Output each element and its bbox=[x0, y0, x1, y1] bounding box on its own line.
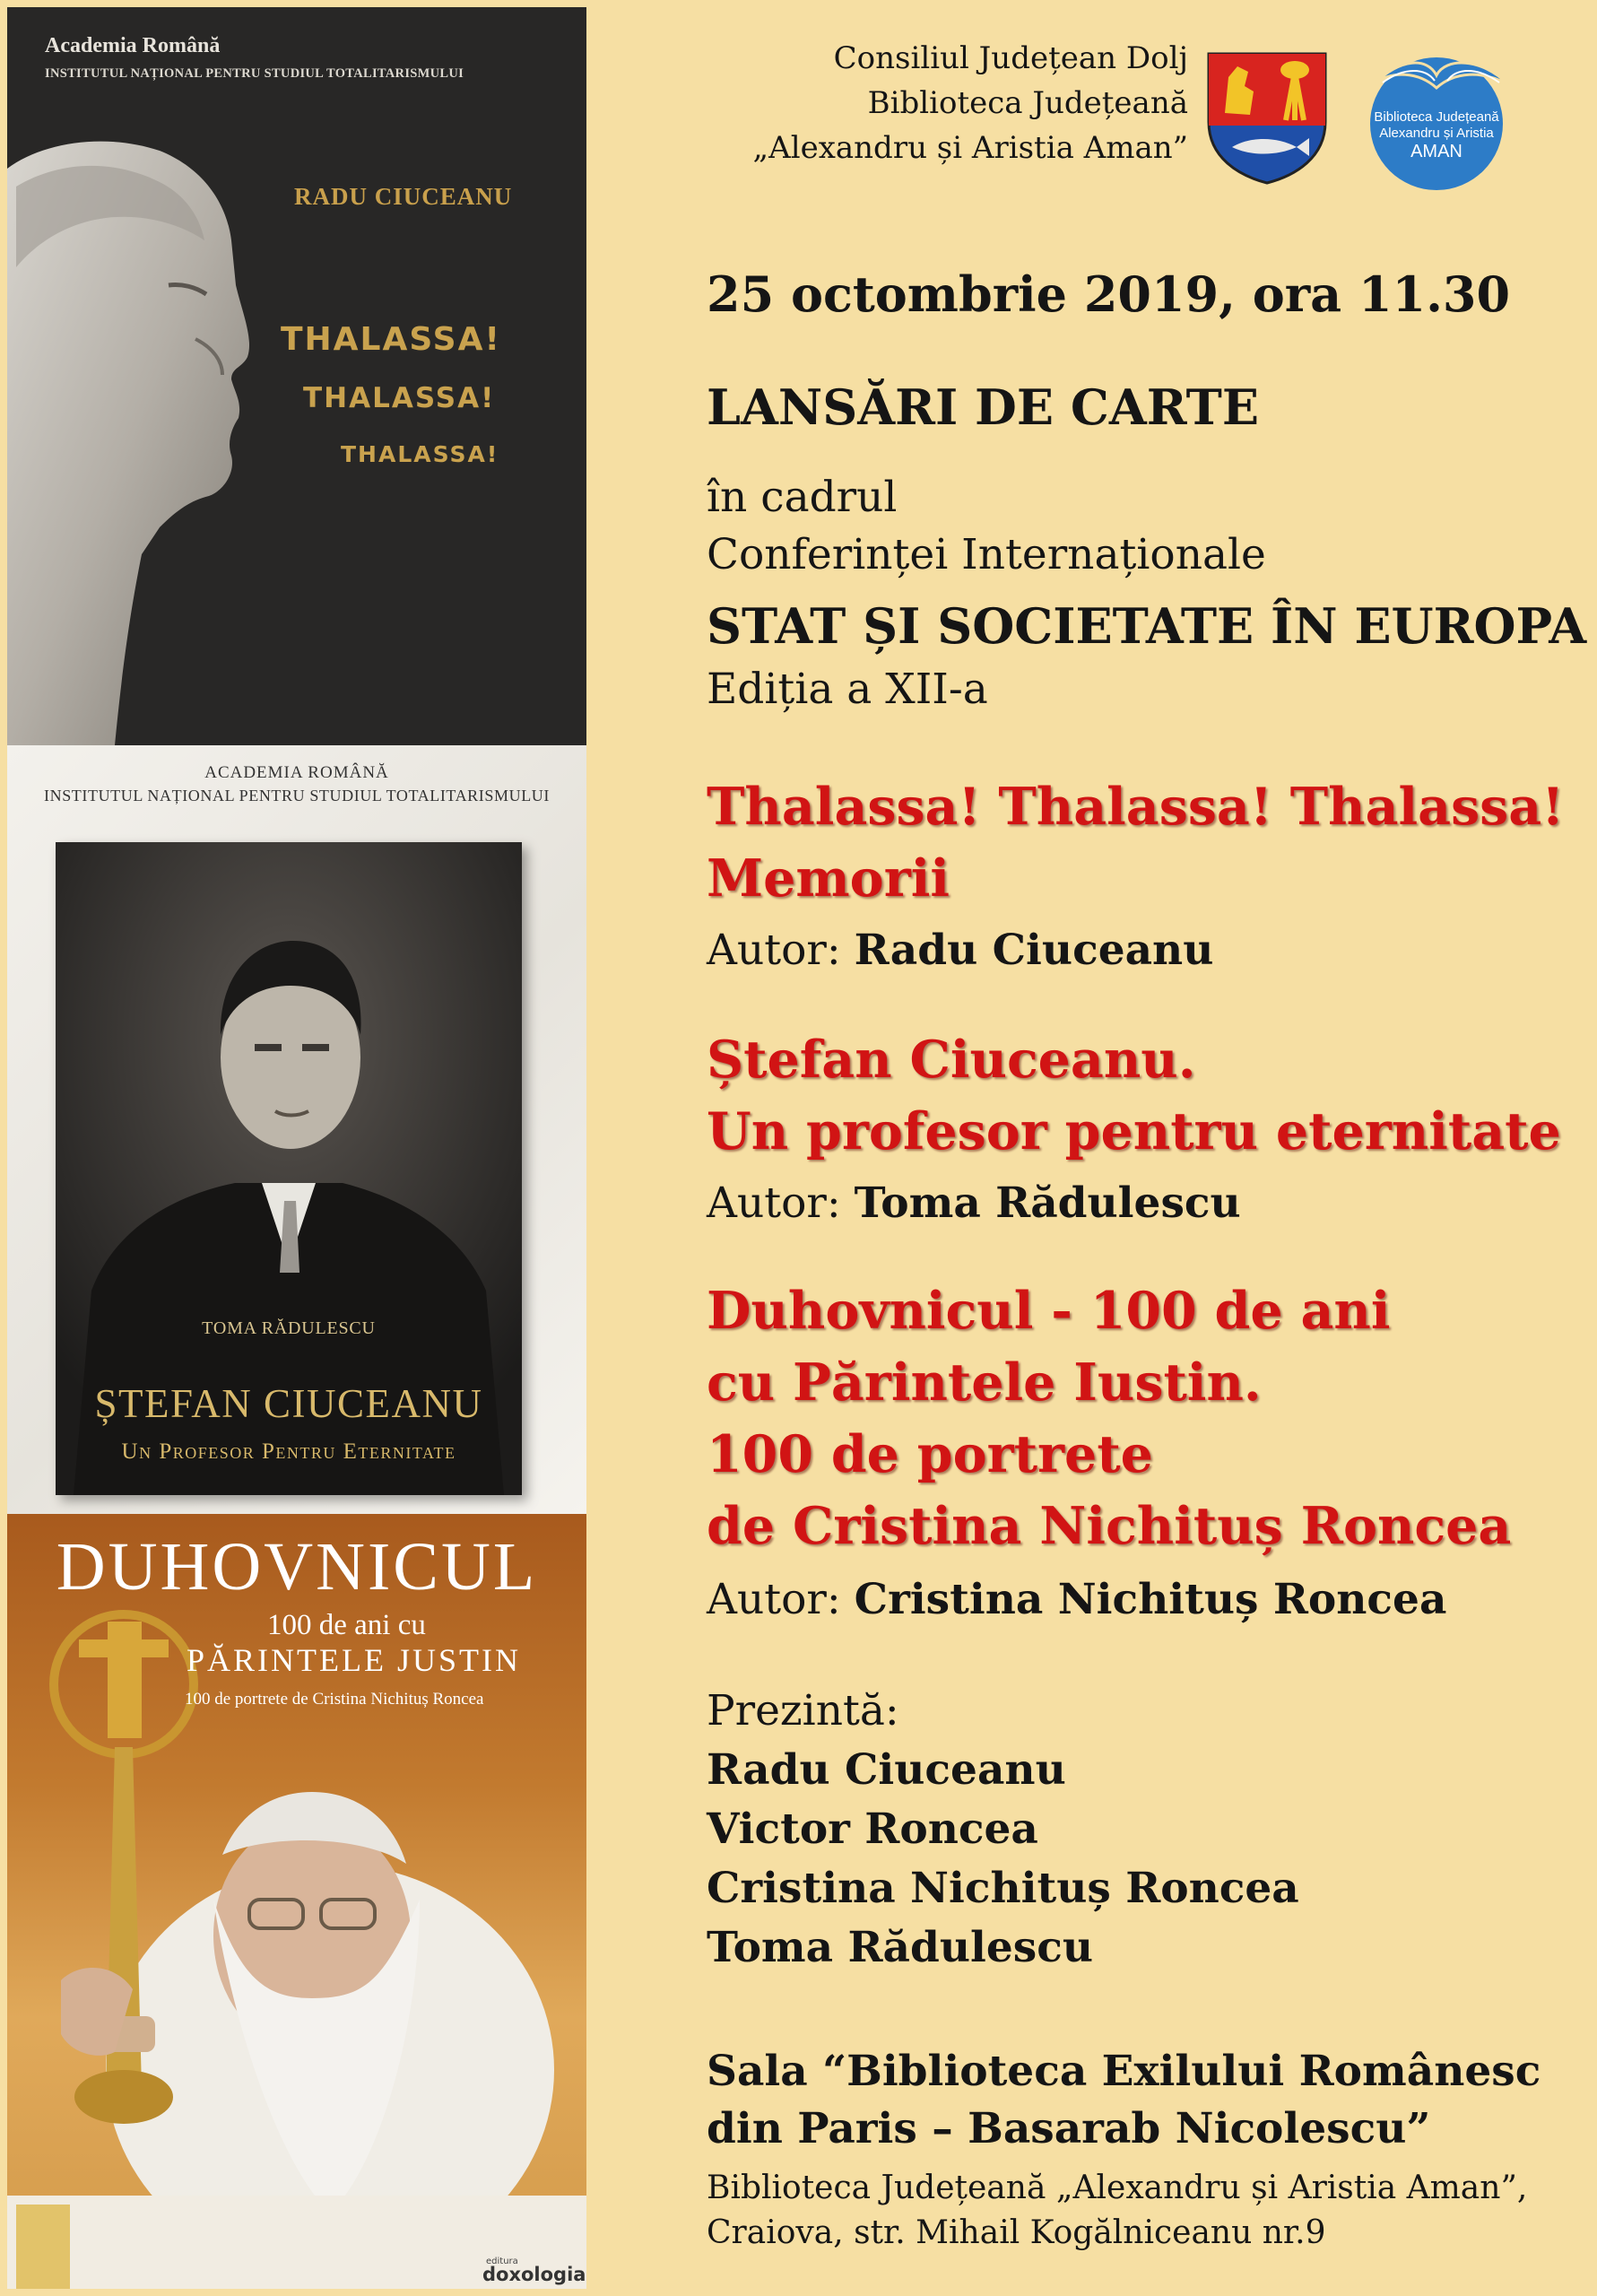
presenter-name: Cristina Nichituș Roncea bbox=[707, 1864, 1299, 1913]
conference-edition: Ediția a XII-a bbox=[707, 665, 988, 714]
organizer-line: Consiliul Județean Dolj bbox=[833, 40, 1188, 76]
author-name: Toma Rădulescu bbox=[854, 1178, 1241, 1228]
publisher-line: Academia Română bbox=[45, 34, 221, 57]
cover-title-line: THALASSA! bbox=[281, 321, 501, 358]
book-title-line: de Cristina Nichituș Roncea bbox=[707, 1496, 1512, 1556]
book-author bbox=[707, 926, 1213, 975]
event-date: 25 octombrie 2019, ora 11.30 bbox=[707, 265, 1511, 323]
venue-address: Biblioteca Județeană „Alexandru și Aristia Aman”, bbox=[707, 2170, 1528, 2206]
presenter-name: Toma Rădulescu bbox=[707, 1923, 1094, 1972]
logo-text-line: Biblioteca Județeană bbox=[1374, 109, 1499, 125]
library-logo bbox=[1356, 48, 1517, 192]
book-author bbox=[707, 1178, 1241, 1228]
author-label: Autor: bbox=[707, 1178, 841, 1228]
context-line: în cadrul bbox=[707, 473, 898, 522]
presenter-name: Victor Roncea bbox=[707, 1805, 1038, 1854]
book-title-line: Duhovnicul - 100 de ani bbox=[707, 1281, 1391, 1341]
publisher-prefix: editura bbox=[486, 2257, 518, 2266]
organizer-line: „Alexandru și Aristia Aman” bbox=[752, 130, 1188, 166]
cover-title-line: THALASSA! bbox=[341, 441, 499, 467]
author-name: Cristina Nichituș Roncea bbox=[854, 1575, 1447, 1624]
organizer-line: Biblioteca Județeană bbox=[867, 85, 1188, 121]
author-label: Autor: bbox=[707, 926, 841, 975]
book-title-line: Memorii bbox=[707, 848, 950, 909]
cover-line: 100 de ani cu bbox=[267, 1609, 426, 1641]
cover-subtitle: Un Profesor Pentru Eternitate bbox=[121, 1439, 456, 1464]
book-title-line: cu Părintele Iustin. bbox=[707, 1352, 1262, 1413]
book-front bbox=[56, 842, 522, 1495]
logo-text-line: AMAN bbox=[1410, 142, 1462, 161]
venue-address: Craiova, str. Mihail Kogălniceanu nr.9 bbox=[707, 2214, 1326, 2251]
venue-hall: Sala “Biblioteca Exilului Românesc bbox=[707, 2047, 1541, 2096]
cover-author: TOMA RĂDULESCU bbox=[202, 1318, 376, 1338]
book-author bbox=[707, 1575, 1446, 1624]
book-title-line: Ștefan Ciuceanu. bbox=[707, 1030, 1196, 1090]
cover-title: ȘTEFAN CIUCEANU bbox=[94, 1381, 483, 1426]
cover-title-line: THALASSA! bbox=[303, 382, 496, 414]
context-line: Conferinței Internaționale bbox=[707, 530, 1266, 579]
venue-hall: din Paris – Basarab Nicolescu” bbox=[707, 2104, 1431, 2153]
organizer-block bbox=[753, 36, 1188, 170]
cover-line: PĂRINTELE JUSTIN bbox=[187, 1642, 521, 1678]
book-title-line: Thalassa! Thalassa! Thalassa! bbox=[707, 777, 1565, 837]
institute-line: INSTITUTUL NAȚIONAL PENTRU STUDIUL TOTALITARISMULUI bbox=[44, 787, 550, 804]
publisher-line: ACADEMIA ROMÂNĂ bbox=[204, 763, 389, 782]
presenters-label: Prezintă: bbox=[707, 1686, 899, 1735]
logo-text-line: Alexandru și Aristia bbox=[1379, 126, 1494, 141]
author-name: Radu Ciuceanu bbox=[854, 926, 1214, 975]
event-heading: LANSĂRI DE CARTE bbox=[707, 378, 1259, 436]
author-label: Autor: bbox=[707, 1575, 841, 1624]
cover-title: DUHOVNICUL bbox=[56, 1529, 538, 1605]
book-title-line: Un profesor pentru eternitate bbox=[707, 1101, 1561, 1161]
conference-title: STAT ȘI SOCIETATE ÎN EUROPA bbox=[707, 597, 1587, 655]
publisher-name: doxologia bbox=[482, 2264, 586, 2285]
cover-thalassa bbox=[7, 7, 586, 745]
cover-line: 100 de portrete de Cristina Nichituș Roncea bbox=[185, 1690, 484, 1709]
bust-profile-illustration bbox=[7, 133, 276, 745]
presenter-name: Radu Ciuceanu bbox=[707, 1745, 1066, 1795]
book-title-line: 100 de portrete bbox=[707, 1424, 1153, 1484]
institute-line: INSTITUTUL NAȚIONAL PENTRU STUDIUL TOTALITARISMULUI bbox=[45, 66, 464, 81]
cover-duhovnicul bbox=[7, 1514, 586, 2289]
dolj-crest-icon bbox=[1205, 50, 1329, 185]
cover-stefan-ciuceanu bbox=[7, 745, 586, 1514]
book-covers-column bbox=[7, 7, 586, 2289]
cover-author: RADU CIUCEANU bbox=[294, 183, 513, 210]
